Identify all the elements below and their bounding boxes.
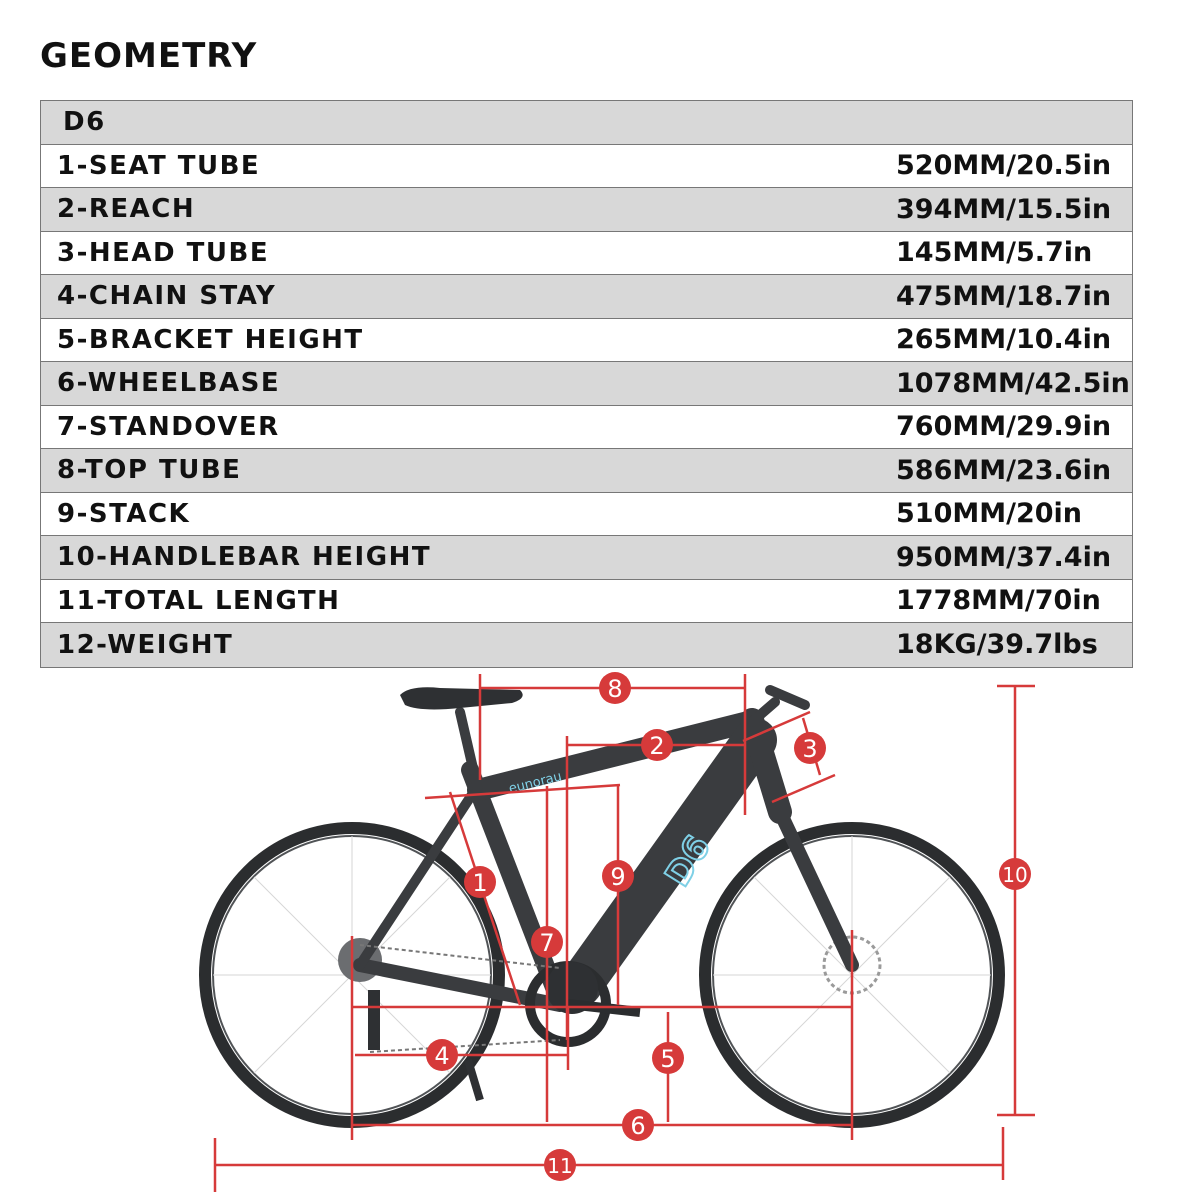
table-row: [41, 362, 1132, 406]
row-label: 12-WEIGHT: [57, 629, 234, 660]
row-value: 586MM/23.6in: [896, 454, 1112, 486]
callout-8-badge: [599, 672, 631, 704]
svg-text:3: 3: [802, 735, 818, 763]
row-label: 5-BRACKET HEIGHT: [57, 324, 364, 355]
table-row: [41, 406, 1132, 450]
svg-text:5: 5: [660, 1045, 676, 1073]
svg-text:2: 2: [649, 732, 665, 760]
brand-text: eunorau: [507, 769, 564, 797]
row-label: 7-STANDOVER: [57, 411, 280, 442]
row-value: 1778MM/70in: [896, 585, 1101, 617]
callout-1-badge: [464, 866, 496, 898]
svg-text:4: 4: [434, 1042, 450, 1070]
bike-geometry-diagram: [0, 664, 1200, 1200]
svg-text:10: 10: [1002, 863, 1028, 887]
row-value: 475MM/18.7in: [896, 280, 1112, 312]
svg-text:8: 8: [607, 675, 623, 703]
table-row: [41, 188, 1132, 232]
table-row: [41, 449, 1132, 493]
row-value: 760MM/29.9in: [896, 411, 1112, 443]
callout-6-badge: [622, 1109, 654, 1141]
frame-model-text: D6: [657, 828, 719, 894]
row-value: 265MM/10.4in: [896, 324, 1112, 356]
row-label: 4-CHAIN STAY: [57, 281, 277, 312]
table-row: [41, 319, 1132, 363]
svg-text:6: 6: [630, 1112, 646, 1140]
row-label: 11-TOTAL LENGTH: [57, 585, 341, 616]
table-row: [41, 493, 1132, 537]
svg-text:9: 9: [610, 863, 626, 891]
table-row: [41, 275, 1132, 319]
table-row: [41, 623, 1132, 667]
table-row: [41, 536, 1132, 580]
table-row: [41, 145, 1132, 189]
row-label: 10-HANDLEBAR HEIGHT: [57, 542, 432, 573]
row-label: 6-WHEELBASE: [57, 368, 281, 399]
callout-3-badge: [794, 732, 826, 764]
table-row: [41, 232, 1132, 276]
row-label: 1-SEAT TUBE: [57, 150, 261, 181]
svg-text:1: 1: [472, 869, 488, 897]
row-value: 145MM/5.7in: [896, 237, 1093, 269]
saddle: [400, 687, 523, 709]
callout-5-badge: [652, 1042, 684, 1074]
callout-7-badge: [531, 926, 563, 958]
model-name: D6: [63, 107, 106, 138]
callout-2-badge: [641, 729, 673, 761]
row-value: 1078MM/42.5in: [896, 367, 1130, 399]
geometry-table: [40, 100, 1133, 668]
table-header-row: [41, 101, 1132, 145]
row-value: 394MM/15.5in: [896, 193, 1112, 225]
page-title: GEOMETRY: [40, 36, 258, 76]
callout-9-badge: [602, 860, 634, 892]
row-label: 2-REACH: [57, 194, 196, 225]
row-label: 8-TOP TUBE: [57, 455, 242, 486]
callout-10-badge: [999, 858, 1031, 890]
bike-illustration: [205, 687, 999, 1122]
row-label: 3-HEAD TUBE: [57, 237, 270, 268]
row-value: 510MM/20in: [896, 498, 1083, 530]
row-label: 9-STACK: [57, 498, 191, 529]
callout-4-badge: [426, 1039, 458, 1071]
table-row: [41, 580, 1132, 624]
row-value: 520MM/20.5in: [896, 150, 1112, 182]
svg-text:7: 7: [539, 929, 555, 957]
callout-11-badge: [544, 1149, 576, 1181]
row-value: 18KG/39.7lbs: [896, 629, 1098, 661]
row-value: 950MM/37.4in: [896, 541, 1112, 573]
svg-text:11: 11: [547, 1154, 573, 1178]
